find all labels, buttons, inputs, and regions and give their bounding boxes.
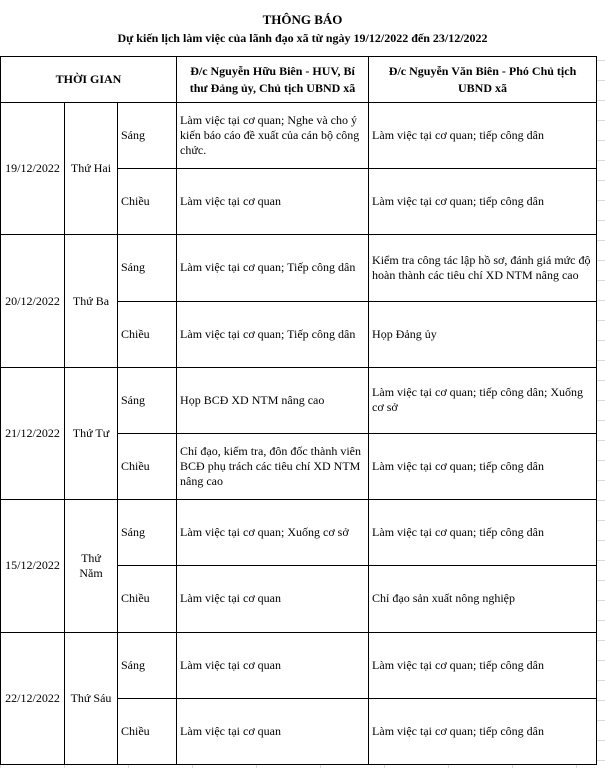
date-cell: 20/12/2022 (1, 235, 65, 367)
leader2-task: Họp Đảng ủy (369, 301, 597, 367)
table-header-row (1, 57, 597, 103)
document-title: THÔNG BÁO (262, 12, 343, 27)
leader2-task: Chỉ đạo sản xuất nông nghiệp (369, 566, 597, 632)
date-cell: 19/12/2022 (1, 103, 65, 235)
leader2-task: Làm việc tại cơ quan; tiếp công dân (369, 433, 597, 499)
date-cell: 22/12/2022 (1, 632, 65, 765)
session-cell: Sáng (118, 235, 177, 301)
document-header (0, 0, 605, 56)
leader2-task: Làm việc tại cơ quan; tiếp công dân; Xuống cơ sở (369, 367, 597, 433)
session-cell: Sáng (118, 632, 177, 698)
table-row (1, 367, 597, 433)
leader1-task: Làm việc tại cơ quan; Tiếp công dân (177, 301, 369, 367)
header-leader1: Đ/c Nguyễn Hữu Biên - HUV, Bí thư Đảng ủy, Chủ tịch UBND xã (177, 57, 369, 103)
date-cell: 15/12/2022 (1, 500, 65, 632)
session-cell: Chiều (118, 169, 177, 235)
leader2-task: Làm việc tại cơ quan; tiếp công dân (369, 698, 597, 764)
table-row (1, 103, 597, 169)
leader2-task: Làm việc tại cơ quan; tiếp công dân (369, 169, 597, 235)
header-time: THỜI GIAN (1, 57, 177, 103)
session-cell: Chiều (118, 566, 177, 632)
schedule-table (0, 56, 597, 765)
leader2-task: Kiểm tra công tác lập hồ sơ, đánh giá mức độ hoàn thành các tiêu chí XD NTM nâng cao (369, 235, 597, 301)
leader1-task: Họp BCĐ XD NTM nâng cao (177, 367, 369, 433)
leader1-task: Làm việc tại cơ quan; Tiếp công dân (177, 235, 369, 301)
date-cell: 21/12/2022 (1, 367, 65, 499)
session-cell: Sáng (118, 367, 177, 433)
weekday-cell: Thứ Sáu (65, 632, 118, 765)
weekday-cell: Thứ Năm (65, 500, 118, 632)
leader1-task: Làm việc tại cơ quan (177, 698, 369, 764)
weekday-cell: Thứ Ba (65, 235, 118, 367)
session-cell: Chiều (118, 301, 177, 367)
table-row (1, 632, 597, 698)
leader1-task: Làm việc tại cơ quan (177, 632, 369, 698)
document-subtitle: Dự kiến lịch làm việc của lãnh đạo xã từ ngày 19/12/2022 đến 23/12/2022 (117, 31, 488, 45)
leader1-task: Chỉ đạo, kiểm tra, đôn đốc thành viên BCĐ phụ trách các tiêu chí XD NTM nâng cao (177, 433, 369, 499)
leader2-task: Làm việc tại cơ quan; tiếp công dân (369, 632, 597, 698)
weekday-cell: Thứ Tư (65, 367, 118, 499)
leader2-task: Làm việc tại cơ quan; tiếp công dân (369, 500, 597, 566)
weekday-cell: Thứ Hai (65, 103, 118, 235)
leader1-task: Làm việc tại cơ quan (177, 169, 369, 235)
session-cell: Chiều (118, 433, 177, 499)
header-leader2: Đ/c Nguyễn Văn Biên - Phó Chủ tịch UBND xã (369, 57, 597, 103)
leader1-task: Làm việc tại cơ quan; Nghe và cho ý kiến báo cáo đề xuất của cán bộ công chức. (177, 103, 369, 169)
session-cell: Sáng (118, 500, 177, 566)
leader1-task: Làm việc tại cơ quan; Xuống cơ sở (177, 500, 369, 566)
leader2-task: Làm việc tại cơ quan; tiếp công dân (369, 103, 597, 169)
table-row (1, 500, 597, 566)
session-cell: Sáng (118, 103, 177, 169)
table-row (1, 235, 597, 301)
leader1-task: Làm việc tại cơ quan (177, 566, 369, 632)
session-cell: Chiều (118, 698, 177, 764)
